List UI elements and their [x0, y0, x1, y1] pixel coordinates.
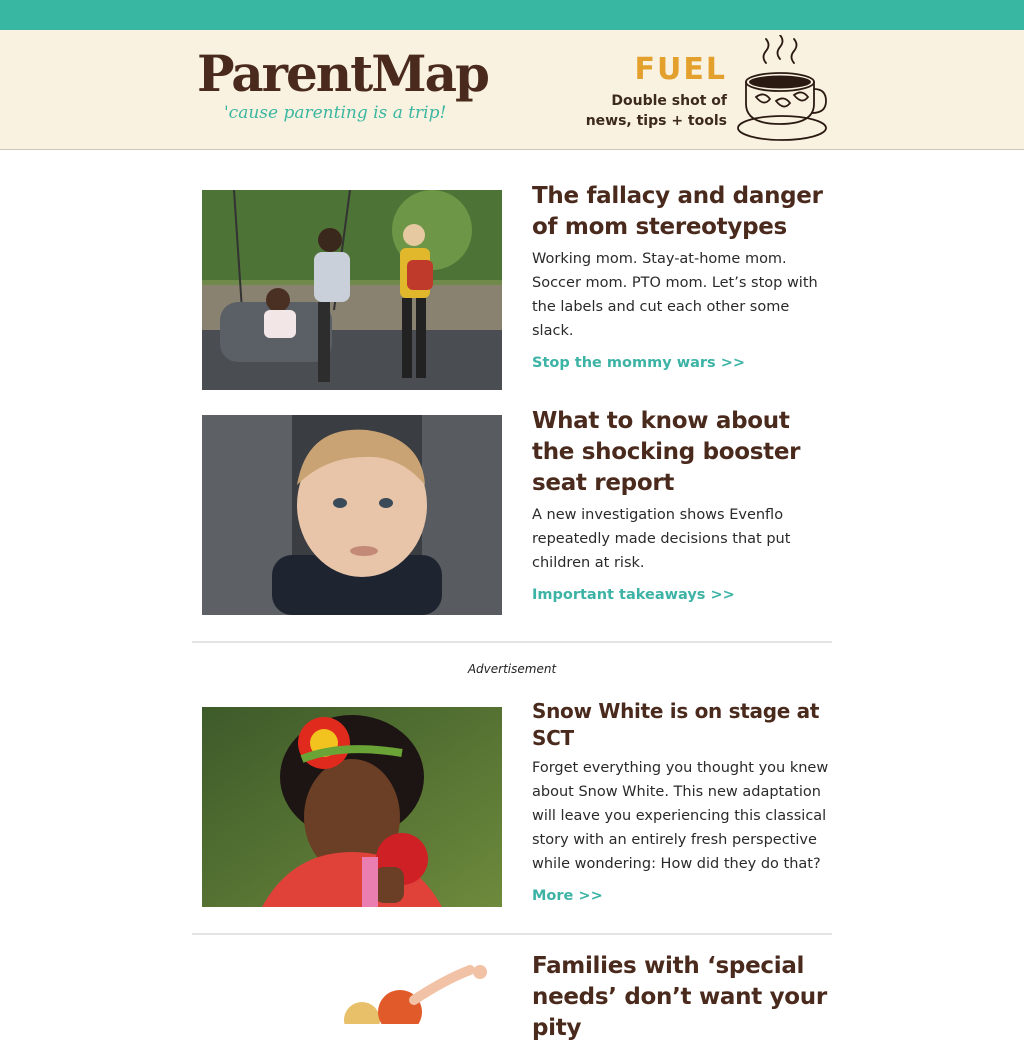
section-divider [192, 641, 832, 643]
article-description: A new investigation shows Evenflo repeatedly made decisions that put children at risk. [532, 507, 791, 571]
article-title[interactable]: The fallacy and danger of mom stereotypes [532, 183, 823, 240]
article-description: Forget everything you thought you knew about Snow White. This new adaptation will leave you experiencing this classical story with an entirely fresh perspective while wondering: How did they do that? [532, 760, 829, 872]
article-description: Working mom. Stay-at-home mom. Soccer mom. PTO mom. Let’s stop with the labels and cut each other some slack. [532, 251, 818, 339]
article-image-boy-car-seat[interactable] [202, 415, 502, 615]
article-text [532, 698, 832, 906]
article-image-snow-white[interactable] [202, 707, 502, 907]
logo-tagline: 'cause parenting is a trip! [224, 103, 447, 123]
article-title[interactable]: Families with ‘special needs’ don’t want your pity [532, 953, 827, 1041]
parentmap-logo[interactable]: ParentMap [197, 44, 488, 103]
advertisement-label: Advertisement [467, 662, 557, 676]
article-text [532, 951, 832, 1044]
section-divider [192, 933, 832, 935]
article-image-special-needs-family[interactable] [202, 960, 502, 1024]
fuel-subtitle-line-2: news, tips + tools [585, 113, 727, 129]
article-image-moms-playground[interactable] [202, 190, 502, 390]
fuel-title: FUEL [634, 52, 727, 87]
article-text [532, 406, 832, 605]
article-link[interactable]: More >> [532, 888, 603, 904]
article-link[interactable]: Stop the mommy wars >> [532, 355, 745, 371]
article-title[interactable]: Snow White is on stage at SCT [532, 699, 820, 750]
article-link[interactable]: Important takeaways >> [532, 587, 735, 603]
article-title[interactable]: What to know about the shocking booster seat report [532, 408, 801, 496]
coffee-cup-icon [736, 35, 830, 143]
top-accent-bar [0, 0, 1024, 30]
fuel-subtitle [527, 91, 727, 131]
article-text [532, 181, 832, 373]
newsletter-header [0, 30, 1024, 150]
fuel-subtitle-line-1: Double shot of [611, 93, 727, 109]
